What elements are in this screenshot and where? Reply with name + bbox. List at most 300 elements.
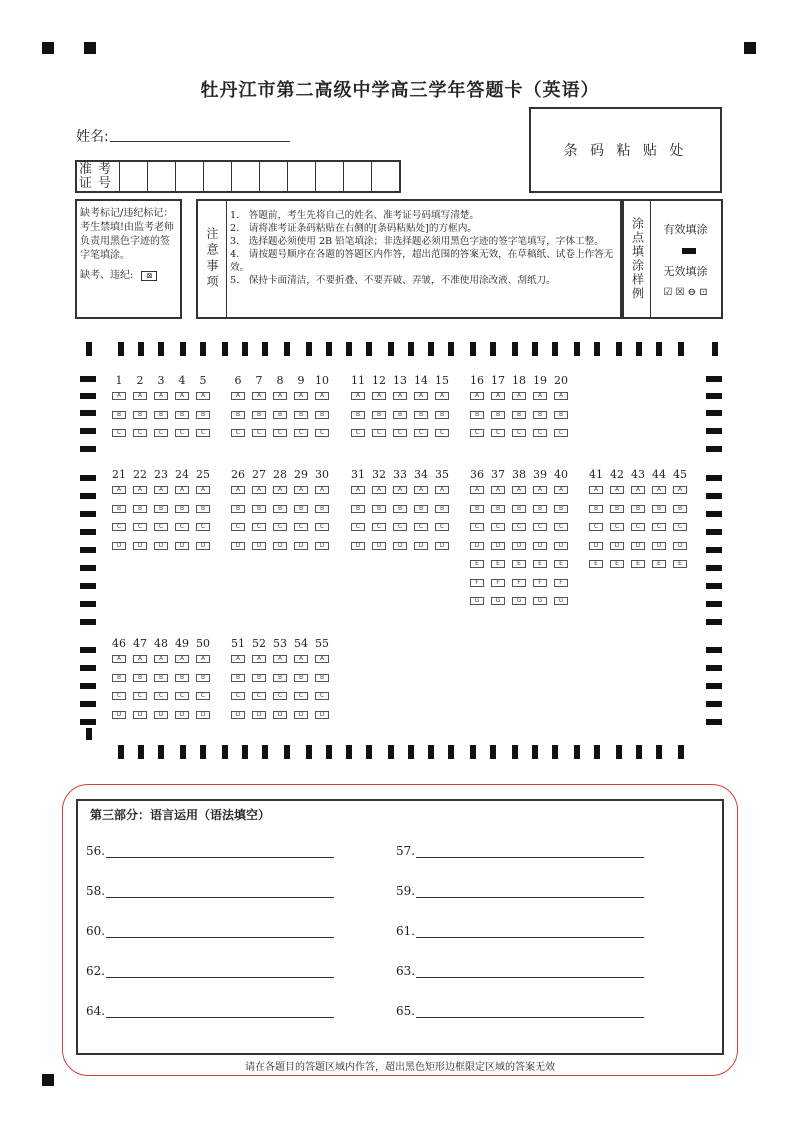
option-bubble[interactable]: C	[393, 523, 407, 531]
option-bubble[interactable]: C	[351, 523, 365, 531]
option-bubble[interactable]: G	[470, 597, 484, 605]
option-bubble[interactable]: B	[631, 505, 645, 513]
option-bubble[interactable]: D	[631, 542, 645, 550]
exam-id-cell[interactable]	[232, 162, 260, 191]
registration-mark	[84, 42, 96, 54]
option-bubble[interactable]: C	[273, 523, 287, 531]
option-bubble[interactable]: B	[673, 505, 687, 513]
option-bubble[interactable]: C	[133, 429, 147, 437]
timing-mark	[86, 728, 92, 740]
option-bubble[interactable]: A	[351, 392, 365, 400]
answer-blank-line[interactable]	[106, 897, 334, 898]
timing-mark	[408, 745, 414, 759]
option-bubble[interactable]: C	[512, 523, 526, 531]
option-bubble[interactable]: B	[175, 674, 189, 682]
option-bubble[interactable]: A	[554, 392, 568, 400]
option-bubble[interactable]: B	[554, 505, 568, 513]
option-bubble[interactable]: A	[175, 655, 189, 663]
notice-item: 4. 请按题号顺序在各题的答题区内作答，超出范围的答案无效，在草稿纸、试卷上作答无效。	[230, 249, 614, 273]
option-bubble[interactable]: B	[154, 411, 168, 419]
option-bubble[interactable]: B	[610, 505, 624, 513]
option-bubble[interactable]: D	[554, 542, 568, 550]
option-bubble[interactable]: B	[512, 505, 526, 513]
timing-mark	[574, 745, 580, 759]
option-bubble[interactable]: C	[175, 692, 189, 700]
option-bubble[interactable]: A	[589, 486, 603, 494]
option-bubble[interactable]: D	[512, 542, 526, 550]
timing-mark	[138, 342, 144, 356]
option-bubble[interactable]: D	[294, 542, 308, 550]
option-bubble[interactable]: A	[470, 392, 484, 400]
option-bubble[interactable]: A	[533, 486, 547, 494]
option-bubble[interactable]: C	[435, 429, 449, 437]
option-bubble[interactable]: B	[273, 505, 287, 513]
option-bubble[interactable]: B	[231, 674, 245, 682]
option-bubble[interactable]: C	[133, 523, 147, 531]
timing-mark	[80, 683, 96, 689]
timing-mark	[80, 647, 96, 653]
option-bubble[interactable]: A	[231, 486, 245, 494]
question-number: 9	[297, 374, 305, 387]
option-bubble[interactable]: B	[533, 411, 547, 419]
option-bubble[interactable]: A	[273, 486, 287, 494]
option-bubble[interactable]: D	[196, 542, 210, 550]
name-field[interactable]	[110, 141, 290, 142]
option-bubble[interactable]: B	[589, 505, 603, 513]
option-bubble[interactable]: B	[175, 505, 189, 513]
option-bubble[interactable]: A	[351, 486, 365, 494]
option-bubble[interactable]: A	[231, 392, 245, 400]
exam-id-cell[interactable]	[316, 162, 344, 191]
timing-mark	[80, 719, 96, 725]
option-bubble[interactable]: C	[196, 523, 210, 531]
timing-mark	[346, 342, 352, 356]
option-bubble[interactable]: C	[133, 692, 147, 700]
option-bubble[interactable]: B	[133, 411, 147, 419]
option-bubble[interactable]: A	[273, 655, 287, 663]
option-bubble[interactable]: B	[273, 411, 287, 419]
absent-instructions	[77, 201, 180, 283]
question-number: 36	[470, 468, 484, 481]
option-bubble[interactable]: A	[315, 655, 329, 663]
timing-mark	[706, 665, 722, 671]
option-bubble[interactable]: B	[154, 505, 168, 513]
option-bubble[interactable]: C	[315, 429, 329, 437]
option-bubble[interactable]: D	[273, 542, 287, 550]
option-bubble[interactable]: B	[491, 411, 505, 419]
notice-heading: 注意事项	[198, 201, 227, 317]
option-bubble[interactable]: C	[414, 523, 428, 531]
option-bubble[interactable]: D	[315, 542, 329, 550]
option-bubble[interactable]: C	[154, 429, 168, 437]
option-bubble[interactable]: A	[133, 655, 147, 663]
option-bubble[interactable]: B	[315, 505, 329, 513]
blank-number: 62.	[86, 964, 106, 978]
option-bubble[interactable]: B	[196, 505, 210, 513]
option-bubble[interactable]: A	[315, 486, 329, 494]
question-number: 40	[554, 468, 568, 481]
blank-number: 64.	[86, 1004, 106, 1018]
option-bubble[interactable]: D	[231, 711, 245, 719]
timing-mark	[574, 342, 580, 356]
option-bubble[interactable]: B	[351, 411, 365, 419]
option-bubble[interactable]: E	[554, 560, 568, 568]
option-bubble[interactable]: D	[315, 711, 329, 719]
timing-mark	[636, 342, 642, 356]
option-bubble[interactable]: B	[252, 411, 266, 419]
option-bubble[interactable]: C	[554, 523, 568, 531]
option-bubble[interactable]: C	[294, 429, 308, 437]
option-bubble[interactable]: D	[491, 542, 505, 550]
option-bubble[interactable]: C	[294, 692, 308, 700]
timing-mark	[80, 410, 96, 416]
option-bubble[interactable]: D	[231, 542, 245, 550]
option-bubble[interactable]: B	[414, 411, 428, 419]
timing-mark	[284, 342, 290, 356]
option-bubble[interactable]: B	[252, 674, 266, 682]
option-bubble[interactable]: A	[470, 486, 484, 494]
option-bubble[interactable]: A	[154, 392, 168, 400]
option-bubble[interactable]: B	[414, 505, 428, 513]
option-bubble[interactable]: E	[673, 560, 687, 568]
option-bubble[interactable]: F	[533, 579, 547, 587]
option-bubble[interactable]: B	[554, 411, 568, 419]
option-bubble[interactable]: C	[491, 523, 505, 531]
answer-blank-line[interactable]	[106, 977, 334, 978]
option-bubble[interactable]: D	[196, 711, 210, 719]
option-bubble[interactable]: C	[554, 429, 568, 437]
option-bubble[interactable]: B	[175, 411, 189, 419]
option-bubble[interactable]: D	[252, 542, 266, 550]
option-bubble[interactable]: D	[154, 711, 168, 719]
option-bubble[interactable]: B	[112, 411, 126, 419]
timing-mark	[242, 342, 248, 356]
answer-blank-line[interactable]	[416, 857, 644, 858]
answer-blank-line[interactable]	[106, 857, 334, 858]
exam-id-cell[interactable]	[344, 162, 372, 191]
timing-mark	[512, 745, 518, 759]
option-bubble[interactable]: B	[491, 505, 505, 513]
option-bubble[interactable]: B	[351, 505, 365, 513]
option-bubble[interactable]: C	[589, 523, 603, 531]
option-bubble[interactable]: A	[196, 392, 210, 400]
option-bubble[interactable]: B	[252, 505, 266, 513]
option-bubble[interactable]: D	[610, 542, 624, 550]
question-number: 10	[315, 374, 329, 387]
option-bubble[interactable]: C	[175, 429, 189, 437]
question-number: 28	[273, 468, 287, 481]
blank-number: 61.	[396, 924, 416, 938]
option-bubble[interactable]: E	[491, 560, 505, 568]
option-bubble[interactable]: C	[372, 523, 386, 531]
question-number: 34	[414, 468, 428, 481]
option-bubble[interactable]: B	[196, 674, 210, 682]
answer-blank-line[interactable]	[416, 937, 644, 938]
option-bubble[interactable]: A	[252, 655, 266, 663]
option-bubble[interactable]: F	[512, 579, 526, 587]
registration-mark	[42, 42, 54, 54]
option-bubble[interactable]: B	[393, 411, 407, 419]
option-bubble[interactable]: C	[315, 523, 329, 531]
option-bubble[interactable]: D	[351, 542, 365, 550]
option-bubble[interactable]: A	[154, 486, 168, 494]
timing-mark	[222, 745, 228, 759]
option-bubble[interactable]: A	[631, 486, 645, 494]
option-bubble[interactable]: C	[175, 523, 189, 531]
option-bubble[interactable]: A	[196, 655, 210, 663]
option-bubble[interactable]: C	[231, 429, 245, 437]
option-bubble[interactable]: B	[470, 505, 484, 513]
question-number: 31	[351, 468, 365, 481]
option-bubble[interactable]: C	[351, 429, 365, 437]
question-number: 51	[231, 637, 245, 650]
option-bubble[interactable]: D	[435, 542, 449, 550]
option-bubble[interactable]: B	[512, 411, 526, 419]
option-bubble[interactable]: C	[315, 692, 329, 700]
option-bubble[interactable]: A	[175, 392, 189, 400]
option-bubble[interactable]: B	[294, 411, 308, 419]
timing-mark	[636, 745, 642, 759]
question-number: 35	[435, 468, 449, 481]
option-bubble[interactable]: G	[491, 597, 505, 605]
blank-number: 58.	[86, 884, 106, 898]
exam-id-cell[interactable]	[120, 162, 148, 191]
option-bubble[interactable]: D	[470, 542, 484, 550]
option-bubble[interactable]: A	[133, 392, 147, 400]
option-bubble[interactable]: B	[133, 505, 147, 513]
option-bubble[interactable]: C	[610, 523, 624, 531]
answer-blank-line[interactable]	[416, 977, 644, 978]
blank-number: 56.	[86, 844, 106, 858]
timing-mark	[200, 745, 206, 759]
answer-blank-line[interactable]	[106, 937, 334, 938]
option-bubble[interactable]: B	[112, 505, 126, 513]
option-bubble[interactable]: B	[112, 674, 126, 682]
option-bubble[interactable]: E	[652, 560, 666, 568]
exam-id-cell[interactable]	[372, 162, 399, 191]
option-bubble[interactable]: A	[393, 392, 407, 400]
option-bubble[interactable]: A	[154, 655, 168, 663]
option-bubble[interactable]: A	[652, 486, 666, 494]
option-bubble[interactable]: A	[414, 392, 428, 400]
exam-id-cell[interactable]	[288, 162, 316, 191]
option-bubble[interactable]: B	[435, 505, 449, 513]
option-bubble[interactable]: F	[470, 579, 484, 587]
option-bubble[interactable]: D	[294, 711, 308, 719]
option-bubble[interactable]: C	[112, 692, 126, 700]
option-bubble[interactable]: A	[512, 392, 526, 400]
option-bubble[interactable]: A	[273, 392, 287, 400]
option-bubble[interactable]: A	[491, 392, 505, 400]
option-bubble[interactable]: B	[652, 505, 666, 513]
option-bubble[interactable]: B	[372, 411, 386, 419]
option-bubble[interactable]: A	[252, 392, 266, 400]
option-bubble[interactable]: D	[589, 542, 603, 550]
option-bubble[interactable]: C	[372, 429, 386, 437]
option-bubble[interactable]: C	[231, 523, 245, 531]
exam-id-cell[interactable]	[260, 162, 288, 191]
option-bubble[interactable]: D	[154, 542, 168, 550]
option-bubble[interactable]: A	[435, 392, 449, 400]
timing-mark	[326, 342, 332, 356]
option-bubble[interactable]: C	[393, 429, 407, 437]
option-bubble[interactable]: B	[133, 674, 147, 682]
option-bubble[interactable]: F	[491, 579, 505, 587]
option-bubble[interactable]: B	[533, 505, 547, 513]
option-bubble[interactable]: E	[533, 560, 547, 568]
option-bubble[interactable]: B	[393, 505, 407, 513]
option-bubble[interactable]: C	[631, 523, 645, 531]
option-bubble[interactable]: C	[470, 523, 484, 531]
option-bubble[interactable]: C	[491, 429, 505, 437]
option-bubble[interactable]: A	[393, 486, 407, 494]
option-bubble[interactable]: C	[112, 429, 126, 437]
option-bubble[interactable]: E	[470, 560, 484, 568]
option-bubble[interactable]: A	[315, 392, 329, 400]
option-bubble[interactable]: A	[231, 655, 245, 663]
option-bubble[interactable]: E	[610, 560, 624, 568]
option-bubble[interactable]: B	[154, 674, 168, 682]
option-bubble[interactable]: D	[393, 542, 407, 550]
option-bubble[interactable]: A	[294, 655, 308, 663]
timing-mark	[706, 410, 722, 416]
option-bubble[interactable]: D	[652, 542, 666, 550]
option-bubble[interactable]: B	[315, 674, 329, 682]
option-bubble[interactable]: D	[273, 711, 287, 719]
option-bubble[interactable]: B	[470, 411, 484, 419]
timing-mark	[706, 601, 722, 607]
option-bubble[interactable]: D	[533, 542, 547, 550]
option-bubble[interactable]: D	[414, 542, 428, 550]
option-bubble[interactable]: A	[112, 486, 126, 494]
option-bubble[interactable]: E	[589, 560, 603, 568]
option-bubble[interactable]: A	[294, 486, 308, 494]
question-number: 38	[512, 468, 526, 481]
option-bubble[interactable]: C	[154, 523, 168, 531]
timing-mark	[706, 393, 722, 399]
option-bubble[interactable]: A	[512, 486, 526, 494]
option-bubble[interactable]: D	[133, 542, 147, 550]
exam-id-cell[interactable]	[148, 162, 176, 191]
option-bubble[interactable]: G	[512, 597, 526, 605]
option-bubble[interactable]: C	[512, 429, 526, 437]
option-bubble[interactable]: B	[294, 674, 308, 682]
option-bubble[interactable]: D	[175, 711, 189, 719]
option-bubble[interactable]: A	[372, 486, 386, 494]
option-bubble[interactable]: C	[470, 429, 484, 437]
timing-mark	[656, 342, 662, 356]
option-bubble[interactable]: A	[435, 486, 449, 494]
option-bubble[interactable]: C	[652, 523, 666, 531]
option-bubble[interactable]: A	[112, 392, 126, 400]
timing-mark	[80, 511, 96, 517]
option-bubble[interactable]: G	[533, 597, 547, 605]
option-bubble[interactable]: B	[435, 411, 449, 419]
option-bubble[interactable]: C	[196, 429, 210, 437]
answer-blank-line[interactable]	[416, 1017, 644, 1018]
option-bubble[interactable]: E	[631, 560, 645, 568]
option-bubble[interactable]: A	[112, 655, 126, 663]
option-bubble[interactable]: B	[231, 505, 245, 513]
option-bubble[interactable]: C	[112, 523, 126, 531]
option-bubble[interactable]: B	[231, 411, 245, 419]
question-number: 32	[372, 468, 386, 481]
notice-box	[196, 199, 622, 319]
option-bubble[interactable]: A	[610, 486, 624, 494]
exam-id-cell[interactable]	[176, 162, 204, 191]
option-bubble[interactable]: B	[196, 411, 210, 419]
question-number: 33	[393, 468, 407, 481]
question-number: 39	[533, 468, 547, 481]
option-bubble[interactable]: A	[372, 392, 386, 400]
option-bubble[interactable]: A	[414, 486, 428, 494]
question-number: 29	[294, 468, 308, 481]
option-bubble[interactable]: B	[315, 411, 329, 419]
option-bubble[interactable]: B	[273, 674, 287, 682]
option-bubble[interactable]: C	[231, 692, 245, 700]
option-bubble[interactable]: C	[154, 692, 168, 700]
barcode-area	[529, 107, 722, 193]
absent-mark-checkbox[interactable]: ⊠	[141, 271, 157, 281]
option-bubble[interactable]: A	[252, 486, 266, 494]
option-bubble[interactable]: A	[133, 486, 147, 494]
option-bubble[interactable]: C	[533, 523, 547, 531]
option-bubble[interactable]: C	[294, 523, 308, 531]
valid-label: 有效填涂	[663, 223, 708, 236]
timing-mark	[706, 511, 722, 517]
answer-blank-line[interactable]	[106, 1017, 334, 1018]
option-bubble[interactable]: C	[273, 692, 287, 700]
option-bubble[interactable]: C	[252, 523, 266, 531]
exam-id-cell[interactable]	[204, 162, 232, 191]
option-bubble[interactable]: E	[512, 560, 526, 568]
option-bubble[interactable]: A	[533, 392, 547, 400]
option-bubble[interactable]: C	[414, 429, 428, 437]
option-bubble[interactable]: D	[372, 542, 386, 550]
timing-mark	[200, 342, 206, 356]
blank-number: 59.	[396, 884, 416, 898]
option-bubble[interactable]: C	[273, 429, 287, 437]
timing-mark	[706, 647, 722, 653]
option-bubble[interactable]: A	[491, 486, 505, 494]
option-bubble[interactable]: C	[673, 523, 687, 531]
option-bubble[interactable]: B	[372, 505, 386, 513]
option-bubble[interactable]: A	[175, 486, 189, 494]
option-bubble[interactable]: C	[533, 429, 547, 437]
option-bubble[interactable]: G	[554, 597, 568, 605]
option-bubble[interactable]: C	[252, 692, 266, 700]
option-bubble[interactable]: D	[112, 542, 126, 550]
option-bubble[interactable]: D	[112, 711, 126, 719]
registration-mark	[744, 42, 756, 54]
option-bubble[interactable]: A	[673, 486, 687, 494]
option-bubble[interactable]: A	[196, 486, 210, 494]
option-bubble[interactable]: D	[673, 542, 687, 550]
option-bubble[interactable]: B	[294, 505, 308, 513]
option-bubble[interactable]: C	[435, 523, 449, 531]
timing-mark	[262, 745, 268, 759]
option-bubble[interactable]: D	[252, 711, 266, 719]
option-bubble[interactable]: A	[554, 486, 568, 494]
option-bubble[interactable]: C	[196, 692, 210, 700]
option-bubble[interactable]: D	[175, 542, 189, 550]
option-bubble[interactable]: A	[294, 392, 308, 400]
answer-blank-line[interactable]	[416, 897, 644, 898]
option-bubble[interactable]: F	[554, 579, 568, 587]
option-bubble[interactable]: D	[133, 711, 147, 719]
timing-mark	[706, 376, 722, 382]
option-bubble[interactable]: C	[252, 429, 266, 437]
